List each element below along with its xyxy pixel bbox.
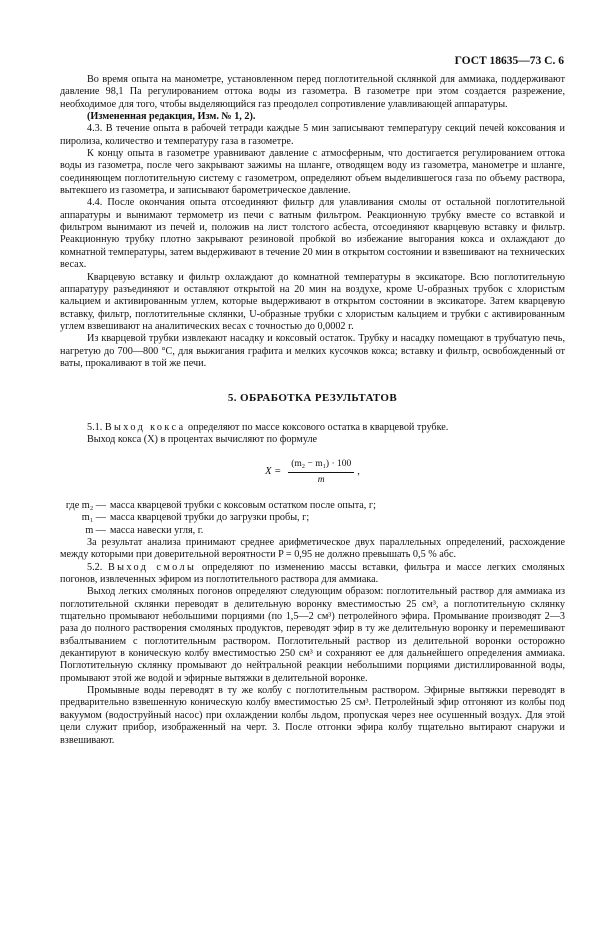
paragraph: Из кварцевой трубки извлекают насадку и коксовый остаток. Трубку и насадку помещают в трубчатую печь, нагретую до 700—800 °С, для выжигания графита и мелких кусочков кокса; вставку и фильтр, освобожденный от ваты, прокаливают в той же печи.: [60, 333, 565, 369]
paragraph: К концу опыта в газометре уравнивают давление с атмосферным, что достигается регулированием оттока воды из газометра, после чего закрывают зажимы на шланге, отводящем воду из газометра, манометре и шланге, соединяющем поглотительную систему с газометром, определяют объем выделившегося газа по объему раствора, вытекшего из газометра, и записывают барометрическое давление.: [60, 148, 565, 197]
formula-intro: Выход кокса (X) в процентах вычисляют по формуле: [87, 433, 318, 445]
formula-fraction: [288, 458, 354, 486]
legend-text: масса кварцевой трубки с коксовым остатком после опыта, г;: [110, 499, 376, 511]
paragraph: Кварцевую вставку и фильтр охлаждают до комнатной температуры в эксикаторе. Всю поглотительную аппаратуру разъединяют и оставляют открытой на 20 мин на воздухе, кроме U-образных трубок с хлористым кальцием и активированным углем, которые выдерживают в открытом состоянии в эксикаторе. Затем кварцевую вставку, фильтр, поглотительные склянки, U-образные трубки с хлористым кальцием и трубки с активированным углем взвешивают на аналитических весах с точностью до 0,0002 г.: [60, 271, 565, 332]
legend-symbol: где m₂ —: [65, 499, 106, 511]
paragraph-4-4: 4.4. После окончания опыта отсоединяют фильтр для улавливания смолы от остальной поглотительной аппаратуры и вынимают термометр из печи с ватным фильтром. Реакционную трубку вместе со вставкой и фильтром вынимают из печей и, положив на лист толстого асбеста, отсоединяют кварцевую вставку и фильтр. Реакционную трубку плотно закрывают резиновой пробкой во избежание выгорания кокса и охлаждают до комнатной температуры, затем выдерживают в течение 20 мин в открытом состоянии и взвешивают на технических весах.: [60, 197, 565, 271]
paragraph: Во время опыта на манометре, установленном перед поглотительной склянкой для аммиака, поддерживают давление 98,1 Па регулированием оттока воды из газометра. В газометре при этом создается разрежение, необходимое для того, чтобы выделяющийся газ преодолел сопротивление улавливающей аппаратуры.: [60, 74, 565, 110]
formula-denominator: m: [317, 474, 325, 485]
paragraph-4-3: 4.3. В течение опыта в рабочей тетради каждые 5 мин записывают температуру секций печей коксования и пиролиза, количество и температуру газа в газометре.: [60, 123, 565, 147]
amendment-note: (Измененная редакция, Изм. № 1, 2).: [87, 111, 256, 123]
legend-text: масса кварцевой трубки до загрузки пробы, г;: [110, 512, 310, 524]
paragraph-5-1: [60, 422, 565, 434]
legend-row: [60, 525, 565, 537]
formula-legend: [60, 500, 565, 537]
legend-symbol: m —: [85, 524, 106, 536]
formula-lhs: X =: [265, 465, 282, 477]
section-title: 5. ОБРАБОТКА РЕЗУЛЬТАТОВ: [227, 392, 398, 405]
clause-number: 5.2.: [87, 561, 103, 573]
legend-symbol: m₁ —: [81, 512, 106, 524]
paragraph: За результат анализа принимают среднее арифметическое двух параллельных определений, расхождение между которыми при доверительной вероятности P = 0,95 не должно превышать 0,5 % абс.: [60, 537, 565, 561]
clause-text: определяют по массе коксового остатка в кварцевой трубке.: [185, 421, 449, 433]
formula-tail: ,: [357, 465, 360, 477]
clause-text: определяют по изменению массы вставки, фильтра и массе легких смоляных погонов, извлеченных эфиром из поглотительного раствора для аммиака.: [60, 561, 565, 586]
paragraph: Промывные воды переводят в ту же колбу с поглотительным раствором. Эфирные вытяжки переводят в предварительно взвешенную коническую колбу вместимостью 25 см³. Петролейный эфир отгоняют из колбы под вакуумом (водоструйный насос) при охлаждении колбы льдом, пропуская через нее осушенный воздух. Для этой цели служит прибор, изображенный на черт. 3. После отгонки эфира колбу тщательно вытирают снаружи и взвешивают.: [60, 685, 565, 746]
legend-row: [60, 500, 565, 512]
clause-number: 5.1.: [87, 421, 103, 433]
formula-numerator: (m₂ − m₁) · 100: [288, 458, 354, 472]
legend-row: [60, 512, 565, 524]
legend-text: масса навески угля, г.: [110, 524, 204, 536]
paragraph-5-2: [60, 562, 565, 587]
paragraph: Выход легких смоляных погонов определяют следующим образом: поглотительный раствор для аммиака из поглотительной склянки переводят в делительную воронку вместимостью 25 см³, а поглотительную склянку тщательно промывают небольшими порциями (по 1,5—2 см³) петролейного эфира. Промывание производят 2—3 раза до полного растворения смоляных продуктов, переводят эфир в ту же делительную воронку и перемешивают взбалтыванием с поглотительным раствором. Поглотительный раствор из делительной воронки осторожно декантируют в коническую колбу вместимостью 250 см³ и сохраняют ее для дальнейшего определения аммиака. Поглотительную склянку промывают до нейтральной реакции небольшими порциями дистиллированной воды, промывают этой же водой и эфирные вытяжки в делительной воронке.: [60, 586, 565, 684]
clause-term: Выход кокса: [104, 421, 186, 433]
formula: [60, 458, 565, 486]
clause-term: Выход смолы: [107, 561, 197, 573]
document-body: [60, 74, 565, 747]
page-header: ГОСТ 18635—73 С. 6: [454, 55, 564, 67]
